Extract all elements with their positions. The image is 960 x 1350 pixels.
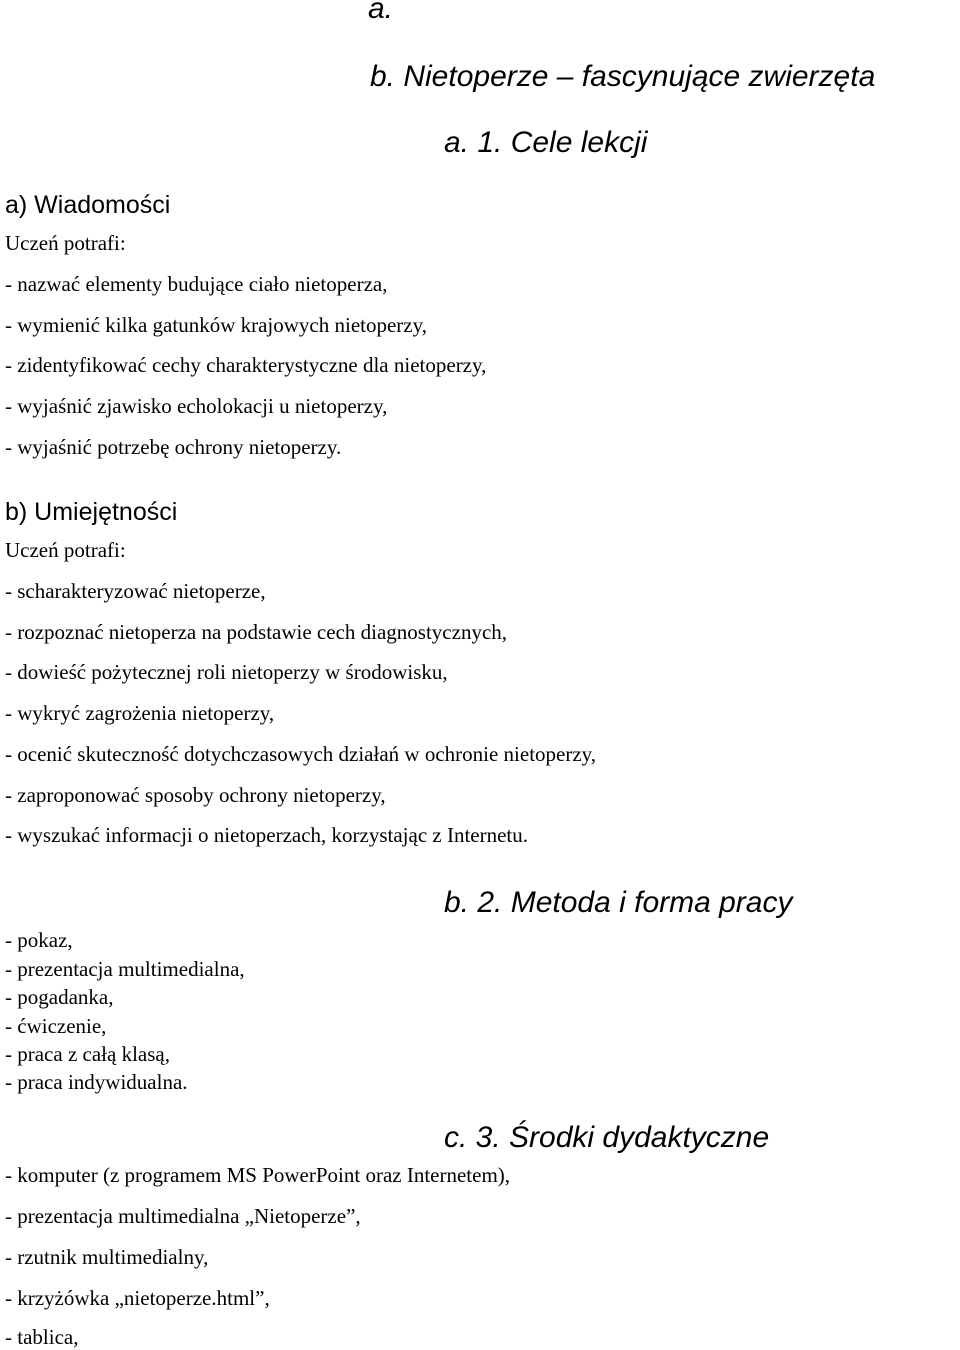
wiadomosci-item: - nazwać elementy budujące ciało nietoperza, xyxy=(5,272,388,296)
umiejetnosci-item: - rozpoznać nietoperza na podstawie cech diagnostycznych, xyxy=(5,620,508,644)
metoda-item: - prezentacja multimedialna, xyxy=(5,957,245,981)
page-title: b. Nietoperze – fascynujące zwierzęta xyxy=(370,60,876,93)
srodki-item: - prezentacja multimedialna „Nietoperze”, xyxy=(5,1204,361,1228)
subsection-title-umiejetnosci: b) Umiejętności xyxy=(5,498,178,526)
metoda-item: - pokaz, xyxy=(5,928,73,952)
section-heading-srodki: c. 3. Środki dydaktyczne xyxy=(444,1121,770,1154)
umiejetnosci-item: - zaproponować sposoby ochrony nietoperzy, xyxy=(5,783,386,807)
wiadomosci-item: - wyjaśnić potrzebę ochrony nietoperzy. xyxy=(5,435,342,459)
srodki-item: - komputer (z programem MS PowerPoint oraz Internetem), xyxy=(5,1163,511,1187)
metoda-item: - pogadanka, xyxy=(5,985,114,1009)
section-heading-cele-lekcji: a. 1. Cele lekcji xyxy=(444,126,648,159)
wiadomosci-intro: Uczeń potrafi: xyxy=(5,231,126,255)
srodki-item: - krzyżówka „nietoperze.html”, xyxy=(5,1286,270,1310)
umiejetnosci-item: - wykryć zagrożenia nietoperzy, xyxy=(5,701,275,725)
umiejetnosci-item: - scharakteryzować nietoperze, xyxy=(5,579,266,603)
umiejetnosci-intro: Uczeń potrafi: xyxy=(5,538,126,562)
wiadomosci-item: - wyjaśnić zjawisko echolokacji u nietoperzy, xyxy=(5,394,388,418)
metoda-item: - ćwiczenie, xyxy=(5,1014,107,1038)
metoda-item: - praca z całą klasą, xyxy=(5,1042,170,1066)
umiejetnosci-item: - ocenić skuteczność dotychczasowych działań w ochronie nietoperzy, xyxy=(5,742,597,766)
umiejetnosci-item: - dowieść pożytecznej roli nietoperzy w środowisku, xyxy=(5,660,448,684)
metoda-item: - praca indywidualna. xyxy=(5,1070,188,1094)
wiadomosci-item: - zidentyfikować cechy charakterystyczne dla nietoperzy, xyxy=(5,353,487,377)
umiejetnosci-item: - wyszukać informacji o nietoperzach, korzystając z Internetu. xyxy=(5,823,529,847)
srodki-item: - tablica, xyxy=(5,1325,79,1349)
srodki-item: - rzutnik multimedialny, xyxy=(5,1245,209,1269)
wiadomosci-item: - wymienić kilka gatunków krajowych nietoperzy, xyxy=(5,313,428,337)
section-heading-metoda: b. 2. Metoda i forma pracy xyxy=(444,886,793,919)
heading-a: a. xyxy=(368,0,394,25)
subsection-title-wiadomosci: a) Wiadomości xyxy=(5,191,171,219)
